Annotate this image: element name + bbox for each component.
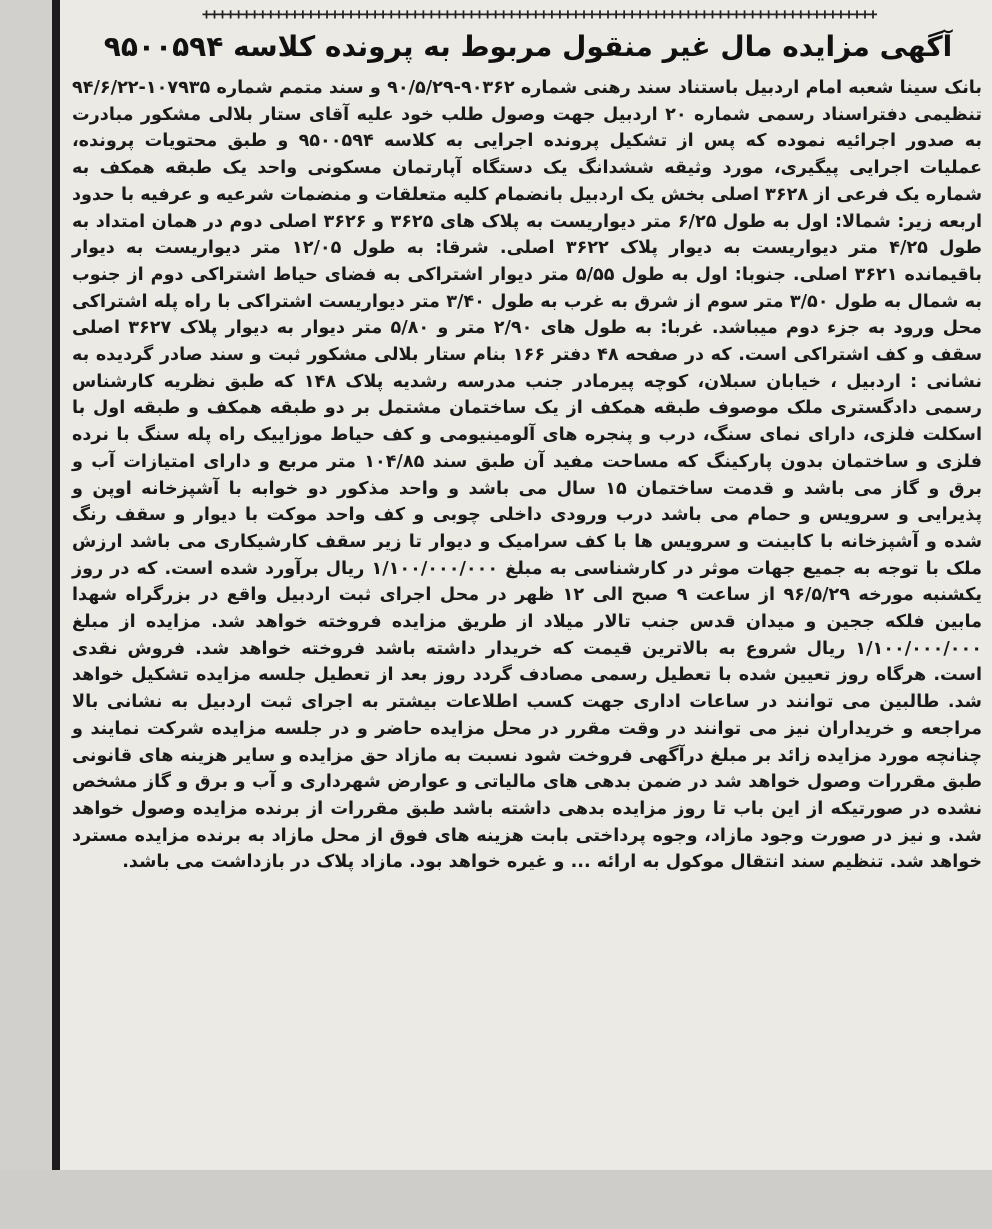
scan-margin: [0, 1170, 992, 1229]
notice-body: بانک سینا شعبه امام اردبیل باستناد سند رهنی شماره ۹۰۳۶۲-۹۰/۵/۲۹ و سند متمم شماره ۱۰۷۹۳۵-۹۴/۶/۲۲ تنظیمی دفتراسناد رسمی شماره ۲۰ اردبیل جهت وصول طلب خود علیه آقای ستار بلالی مشکور مبادرت به صدور اجرائیه نموده که پس از تشکیل پرونده اجرایی به کلاسه ۹۵۰۰۵۹۴ و طبق محتویات پرونده، عملیات اجرایی پیگیری، مورد وثیقه ششدانگ یک دستگاه آپارتمان مسکونی واحد یک طبقه همکف به شماره یک فرعی از ۳۶۲۸ اصلی بخش یک اردبیل بانضمام کلیه متعلقات و منضمات شرعیه و عرفیه با حدود اربعه زیر: شمالا: اول به طول ۶/۲۵ متر دیواریست به پلاک های ۳۶۲۵ و ۳۶۲۶ اصلی دوم در همان امتداد به طول ۴/۲۵ متر دیواریست به دیوار پلاک ۳۶۲۲ اصلی. شرقا: به طول ۱۲/۰۵ متر دیواریست به دیوار باقیمانده ۳۶۲۱ اصلی. جنوبا: اول به طول ۵/۵۵ متر دیوار اشتراکی به فضای حیاط اشتراکی دوم از جنوب به شمال به طول ۳/۵۰ متر سوم از شرق به غرب به طول ۳/۴۰ متر دیواریست اشتراکی با راه پله اشتراکی محل ورود به جزء دوم میباشد. غربا: به طول های ۲/۹۰ متر و ۵/۸۰ متر دیوار به دیوار پلاک ۳۶۲۷ اصلی سقف و کف اشتراکی است. که در صفحه ۴۸ دفتر ۱۶۶ بنام ستار بلالی مشکور ثبت و سند صادر گردیده به نشانی : اردبیل ، خیابان سبلان، کوچه پیرمادر جنب مدرسه رشدیه پلاک ۱۴۸ که طبق نظریه کارشناس رسمی دادگستری ملک موصوف طبقه همکف از یک ساختمان مشتمل بر دو طبقه همکف و طبقه اول با اسکلت فلزی، دارای نمای سنگ، درب و پنجره های آلومینیومی و کف حیاط موزاییک راه پله سنگ با نرده فلزی و ساختمان بدون پارکینگ که مساحت مفید آن طبق سند ۱۰۴/۸۵ متر مربع و دارای امتیازات آب و برق و گاز می باشد و قدمت ساختمان ۱۵ سال می باشد و واحد مذکور دو خوابه با آشپزخانه اوپن و پذیرایی و سرویس و حمام می باشد درب ورودی داخلی چوبی و کف واحد موکت با دیوار و سقف رنگ شده و آشپزخانه با کابینت و سرویس ها با کف سرامیک و دیوار تا زیر سقف کارشیکاری می باشد ارزش ملک با توجه به جمیع جهات موثر در کارشناسی به مبلغ ۱/۱۰۰/۰۰۰/۰۰۰ ریال برآورد شده است. که در روز یکشنبه مورخه ۹۶/۵/۲۹ از ساعت ۹ صبح الی ۱۲ ظهر در محل اجرای ثبت اردبیل واقع در بزرگراه شهدا مابین فلکه ججین و میدان قدس جنب تالار میلاد از طریق مزایده فروخته خواهد شد. مزایده از مبلغ ۱/۱۰۰/۰۰۰/۰۰۰ ریال شروع به بالاترین قیمت که خریدار داشته باشد فروخته خواهد شد. فروش نقدی است. هرگاه روز تعیین شده با تعطیل رسمی مصادف گردد روز بعد از تعطیل جلسه مزایده تشکیل خواهد شد. طالبین می توانند در ساعات اداری جهت کسب اطلاعات بیشتر به اجرای ثبت اردبیل به نشانی بالا مراجعه و خریداران نیز می توانند در وقت مقرر در محل مزایده حاضر و در جلسه مزایده شرکت نمایند و چنانچه مورد مزایده زائد بر مبلغ درآگهی فروخت شود نسبت به مازاد حق مزایده و سایر هزینه های قانونی طبق مقررات وصول خواهد شد در ضمن بدهی های مالیاتی و عوارض شهرداری و آب و برق و گاز مشخص نشده در صورتیکه از این باب تا روز مزایده بدهی داشته باشد طبق مقررات از برنده مزایده وصول خواهد شد. و نیز در صورت وجود مازاد، وجوه پرداختی بابت هزینه های فوق از محل مازاد به برنده مزایده مسترد خواهد شد. تنظیم سند انتقال موکول به ارائه ... و غیره خواهد بود. مازاد پلاک در بازداشت می باشد.: [72, 78, 983, 873]
notice-title: آگهی مزایده مال غیر منقول مربوط به پرونده کلاسه ۹۵۰۰۵۹۴: [103, 30, 953, 63]
ornament-rule: ++++++++++++++++++++++++++++++++++++++++++++++++++++++++++++++++++++++++++++++++++++: [202, 5, 877, 23]
newspaper-clipping: [52, 0, 992, 1170]
